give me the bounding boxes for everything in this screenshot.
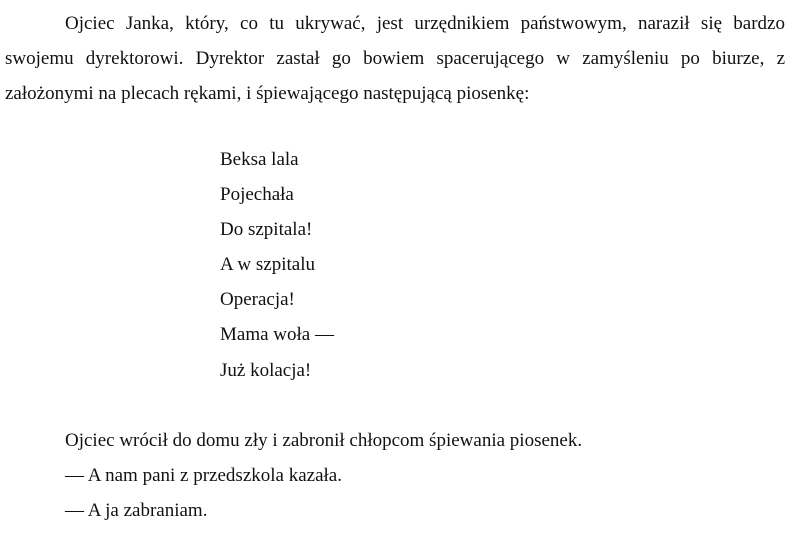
poem-line: Już kolacja!	[220, 360, 312, 381]
poem-line: Do szpitala!	[220, 219, 313, 240]
poem-line: A w szpitalu	[220, 254, 315, 275]
poem-line: Mama woła —	[220, 324, 334, 345]
dialogue-line: — A ja zabraniam.	[65, 500, 208, 521]
poem-line: Operacja!	[220, 289, 295, 310]
intro-line-1: Ojciec Janka, który, co tu ukrywać, jest urzędnikiem państwowym, naraził się bardzo	[65, 13, 785, 34]
after-paragraph: Ojciec wrócił do domu zły i zabronił chłopcom śpiewania piosenek.	[65, 430, 583, 451]
intro-line-2: swojemu dyrektorowi. Dyrektor zastał go bowiem spacerującego w zamyśleniu po biurze, z	[5, 48, 785, 69]
poem-line: Beksa lala	[220, 149, 299, 170]
poem-line: Pojechała	[220, 184, 294, 205]
dialogue-line: — A nam pani z przedszkola kazała.	[65, 465, 342, 486]
intro-line-3: założonymi na plecach rękami, i śpiewającego następującą piosenkę:	[5, 83, 530, 104]
